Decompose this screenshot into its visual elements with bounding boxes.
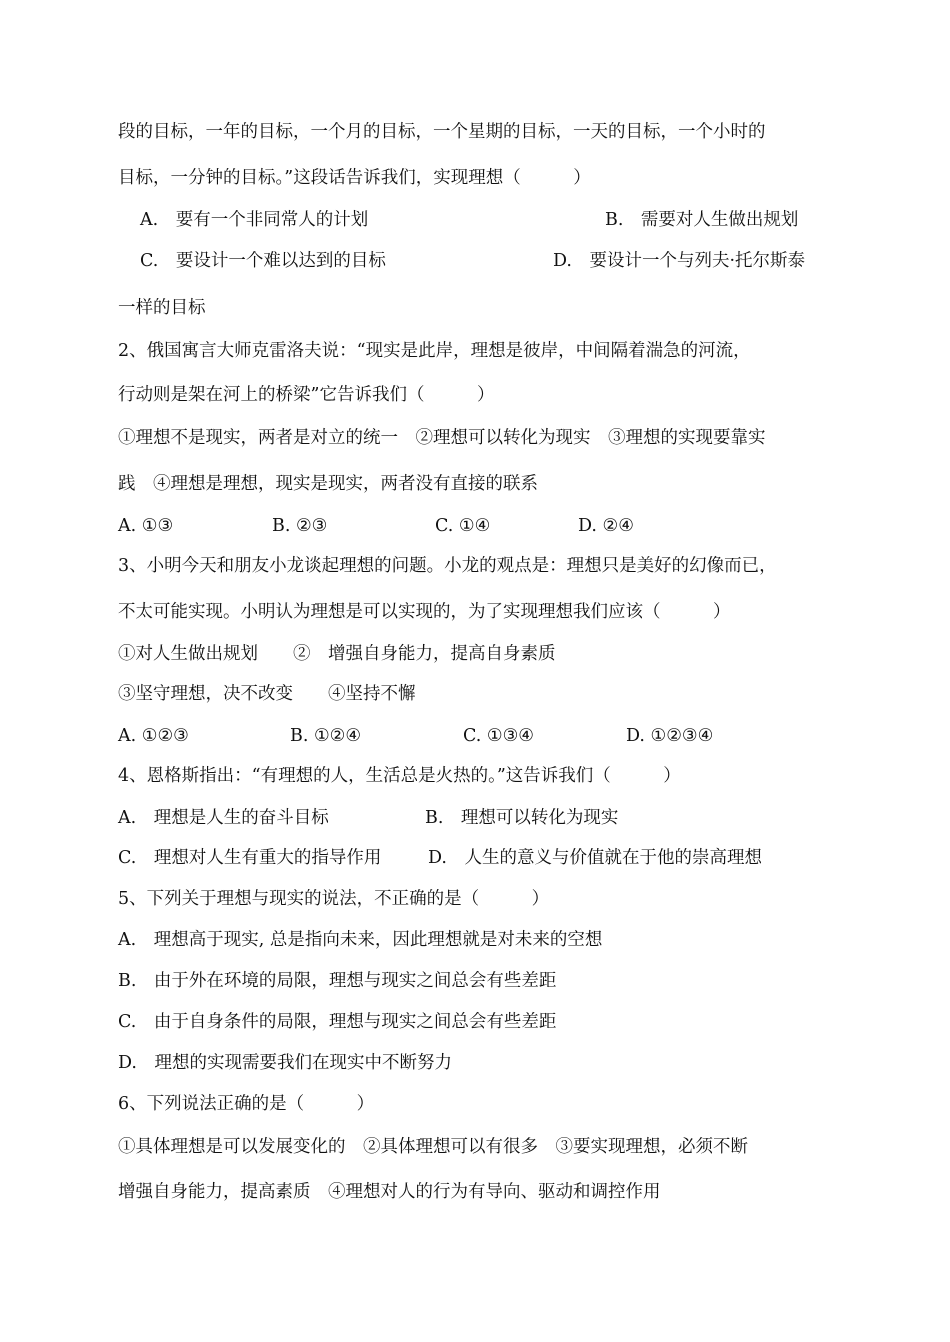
q2-option-a: A. ①③ — [118, 516, 174, 536]
q1-line-1: 段的目标，一年的目标，一个月的目标，一个星期的目标，一天的目标，一个小时的 — [118, 122, 766, 142]
q1-option-b: B. 需要对人生做出规划 — [605, 210, 799, 230]
q3-line-3: ①对人生做出规划 ② 增强自身能力，提高自身素质 — [118, 644, 556, 664]
q1-option-c: C. 要设计一个难以达到的目标 — [140, 251, 386, 271]
q5-option-d: D. 理想的实现需要我们在现实中不断努力 — [118, 1053, 452, 1073]
q2-option-b: B. ②③ — [272, 516, 328, 536]
q3-option-d: D. ①②③④ — [626, 726, 714, 746]
q2-line-4: 践 ④理想是理想，现实是现实，两者没有直接的联系 — [118, 474, 538, 494]
q3-line-4: ③坚守理想，决不改变 ④坚持不懈 — [118, 684, 416, 704]
q6-line-3: 增强自身能力，提高素质 ④理想对人的行为有导向、驱动和调控作用 — [118, 1182, 661, 1202]
q3-line-1: 3、小明今天和朋友小龙谈起理想的问题。小龙的观点是：理想只是美好的幻像而已， — [118, 556, 777, 576]
q4-line-1: 4、恩格斯指出：“有理想的人，生活总是火热的。”这告诉我们（ ） — [118, 766, 681, 786]
q6-line-1: 6、下列说法正确的是（ ） — [118, 1094, 375, 1114]
q4-option-d: D. 人生的意义与价值就在于他的崇高理想 — [428, 848, 762, 868]
q1-option-d-continued: 一样的目标 — [118, 298, 206, 318]
q4-option-a: A. 理想是人生的奋斗目标 — [118, 808, 329, 828]
q5-line-1: 5、下列关于理想与现实的说法，不正确的是（ ） — [118, 889, 550, 909]
q1-option-a: A. 要有一个非同常人的计划 — [140, 210, 369, 230]
q3-option-a: A. ①②③ — [118, 726, 189, 746]
q3-option-b: B. ①②④ — [290, 726, 362, 746]
q2-line-3: ①理想不是现实，两者是对立的统一 ②理想可以转化为现实 ③理想的实现要靠实 — [118, 428, 766, 448]
q2-line-2: 行动则是架在河上的桥梁”它告诉我们（ ） — [118, 385, 495, 405]
q3-line-2: 不太可能实现。小明认为理想是可以实现的，为了实现理想我们应该（ ） — [118, 602, 731, 622]
q2-line-1: 2、俄国寓言大师克雷洛夫说：“现实是此岸，理想是彼岸，中间隔着湍急的河流， — [118, 341, 751, 361]
q1-option-d: D. 要设计一个与列夫·托尔斯泰 — [553, 251, 806, 271]
q2-option-d: D. ②④ — [578, 516, 634, 536]
q5-option-b: B. 由于外在环境的局限，理想与现实之间总会有些差距 — [118, 971, 557, 991]
q6-line-2: ①具体理想是可以发展变化的 ②具体理想可以有很多 ③要实现理想，必须不断 — [118, 1137, 748, 1157]
q2-option-c: C. ①④ — [435, 516, 491, 536]
q3-option-c: C. ①③④ — [463, 726, 534, 746]
q4-option-b: B. 理想可以转化为现实 — [425, 808, 619, 828]
q1-line-2: 目标，一分钟的目标。”这段话告诉我们，实现理想（ ） — [118, 168, 591, 188]
q5-option-c: C. 由于自身条件的局限，理想与现实之间总会有些差距 — [118, 1012, 557, 1032]
q4-option-c: C. 理想对人生有重大的指导作用 — [118, 848, 382, 868]
q5-option-a: A. 理想高于现实, 总是指向未来，因此理想就是对未来的空想 — [118, 930, 603, 950]
